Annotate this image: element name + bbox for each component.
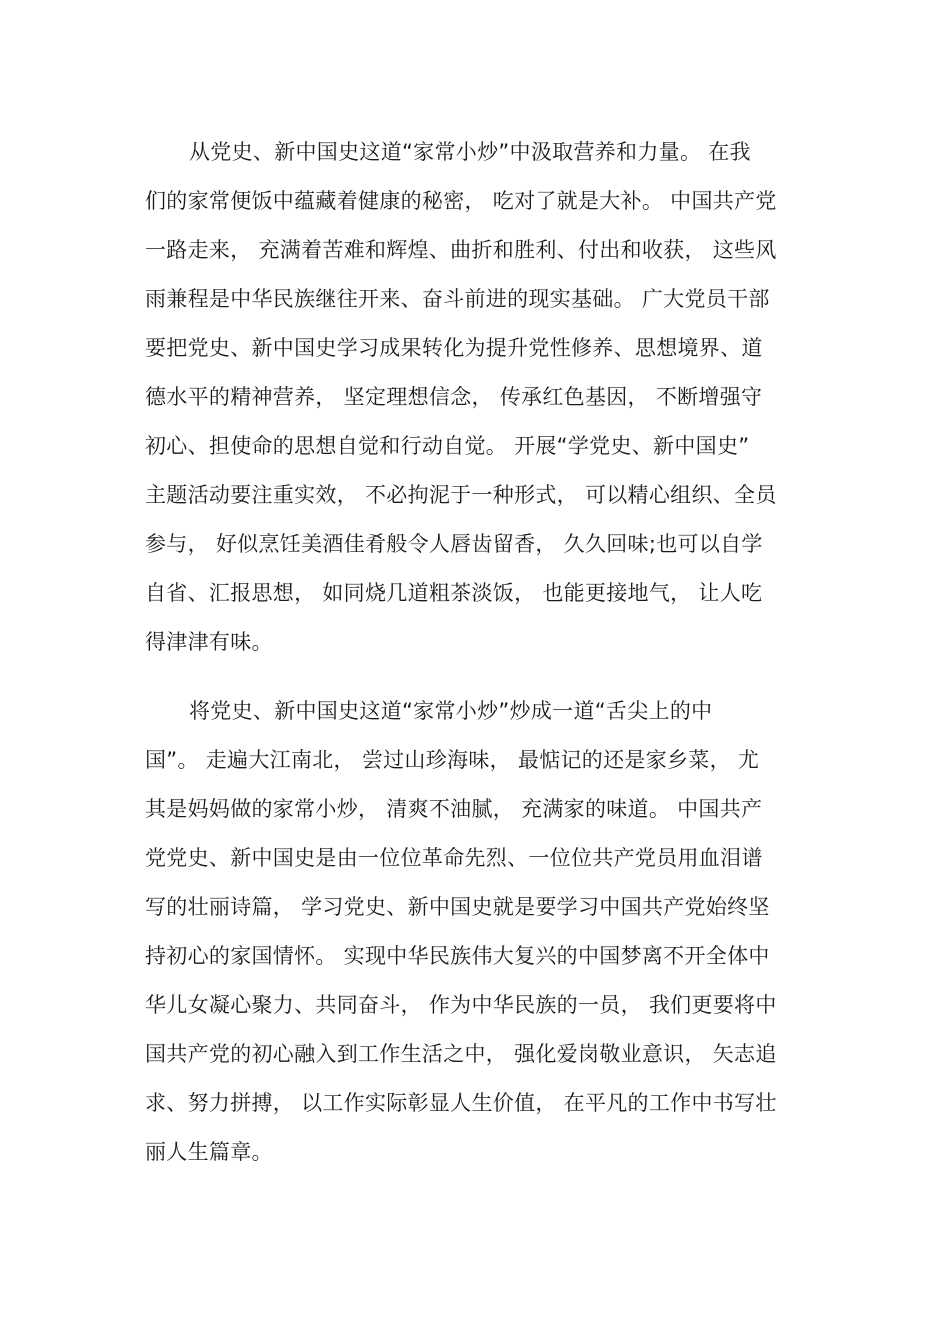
text-line: 得津津有味。 [145,630,273,654]
text-line: 主题活动要注重实效， 不必拘泥于一种形式， 可以精心组织、全员 [145,483,777,507]
text-line: 写的壮丽诗篇， 学习党史、新中国史就是要学习中国共产党始终坚 [145,895,770,919]
text-line: 其是妈妈做的家常小炒， 清爽不油腻， 充满家的味道。 中国共产 [145,797,763,821]
text-line: 自省、汇报思想， 如同烧几道粗茶淡饭， 也能更接地气， 让人吃 [145,581,763,605]
text-line: 丽人生篇章。 [145,1140,273,1164]
text-line: 要把党史、新中国史学习成果转化为提升党性修养、思想境界、道 [145,336,763,360]
text-line: 将党史、新中国史这道“家常小炒”炒成一道“舌尖上的中 [189,699,713,723]
text-line: 一路走来， 充满着苦难和辉煌、曲折和胜利、付出和收获， 这些风 [145,238,777,262]
text-line: 持初心的家国情怀。 实现中华民族伟大复兴的中国梦离不开全体中 [145,944,770,968]
text-line: 从党史、新中国史这道“家常小炒”中汲取营养和力量。 在我 [189,140,751,164]
text-line: 国”。 走遍大江南北， 尝过山珍海味， 最惦记的还是家乡菜， 尤 [145,748,760,772]
text-line: 初心、担使命的思想自觉和行动自觉。 开展“学党史、新中国史” [145,434,750,458]
text-line: 参与， 好似烹饪美酒佳肴般令人唇齿留香， 久久回味;也可以自学 [145,532,763,556]
text-line: 国共产党的初心融入到工作生活之中， 强化爱岗敬业意识， 矢志追 [145,1042,777,1066]
text-line: 求、努力拼搏， 以工作实际彰显人生价值， 在平凡的工作中书写壮 [145,1091,777,1115]
text-line: 党党史、新中国史是由一位位革命先烈、一位位共产党员用血泪谱 [145,846,763,870]
text-line: 华儿女凝心聚力、共同奋斗， 作为中华民族的一员， 我们更要将中 [145,993,777,1017]
text-line: 德水平的精神营养， 坚定理想信念， 传承红色基因， 不断增强守 [145,385,763,409]
text-line: 们的家常便饭中蕴藏着健康的秘密， 吃对了就是大补。 中国共产党 [145,189,777,213]
text-line: 雨兼程是中华民族继往开来、奋斗前进的现实基础。 广大党员干部 [145,287,770,311]
